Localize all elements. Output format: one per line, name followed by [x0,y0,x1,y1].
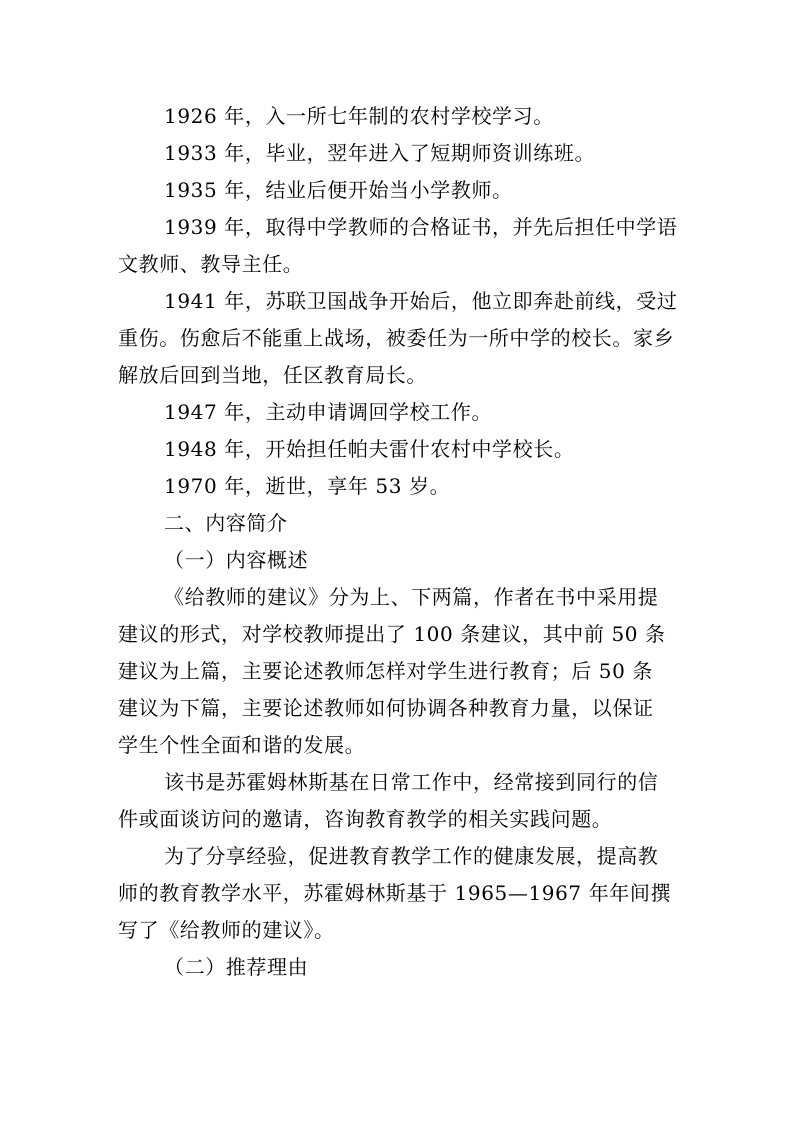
subheading-content-overview: （一）内容概述 [164,548,309,572]
paragraph-book-overview: 《给教师的建议》分为上、下两篇，作者在书中采用提 建议的形式，对学校教师提出了 100 条建议，其中前 50 条 建议为上篇，主要论述教师怎样对学生进行教育；后 50 条 建议为下篇，主要论述教师如何协调各种教育力量，以保证 学生个性全面和谐的发展。 [118,585,666,757]
paragraph-1970: 1970 年，逝世，享年 53 岁。 [164,474,451,498]
paragraph-book-origin: 该书是苏霍姆林斯基在日常工作中，经常接到同行的信 件或面谈访问的邀请，咨询教育教学的相关实践问题。 [118,770,659,831]
paragraph-1939: 1939 年，取得中学教师的合格证书，并先后担任中学语文教师、教导主任。 [118,215,678,276]
section-heading-content-intro: 二、内容简介 [164,511,288,535]
paragraph-book-purpose: 为了分享经验，促进教育教学工作的健康发展，提高教 师的教育教学水平，苏霍姆林斯基于 1965—1967 年年间撰 写了《给教师的建议》。 [118,844,672,942]
subheading-recommendation: （二）推荐理由 [164,955,309,979]
paragraph-1947: 1947 年，主动申请调回学校工作。 [164,400,493,424]
paragraph-1935: 1935 年，结业后便开始当小学教师。 [164,178,513,202]
paragraph-1933: 1933 年，毕业，翌年进入了短期师资训练班。 [164,141,596,165]
document-body [118,98,678,986]
paragraph-1941: 1941 年，苏联卫国战争开始后，他立即奔赴前线，受过重伤。伤愈后不能重上战场，被委任为一所中学的校长。家乡解放后回到当地，任区教育局长。 [118,289,678,387]
paragraph-1948: 1948 年，开始担任帕夫雷什农村中学校长。 [164,437,575,461]
paragraph-1926: 1926 年，入一所七年制的农村学校学习。 [164,104,554,128]
